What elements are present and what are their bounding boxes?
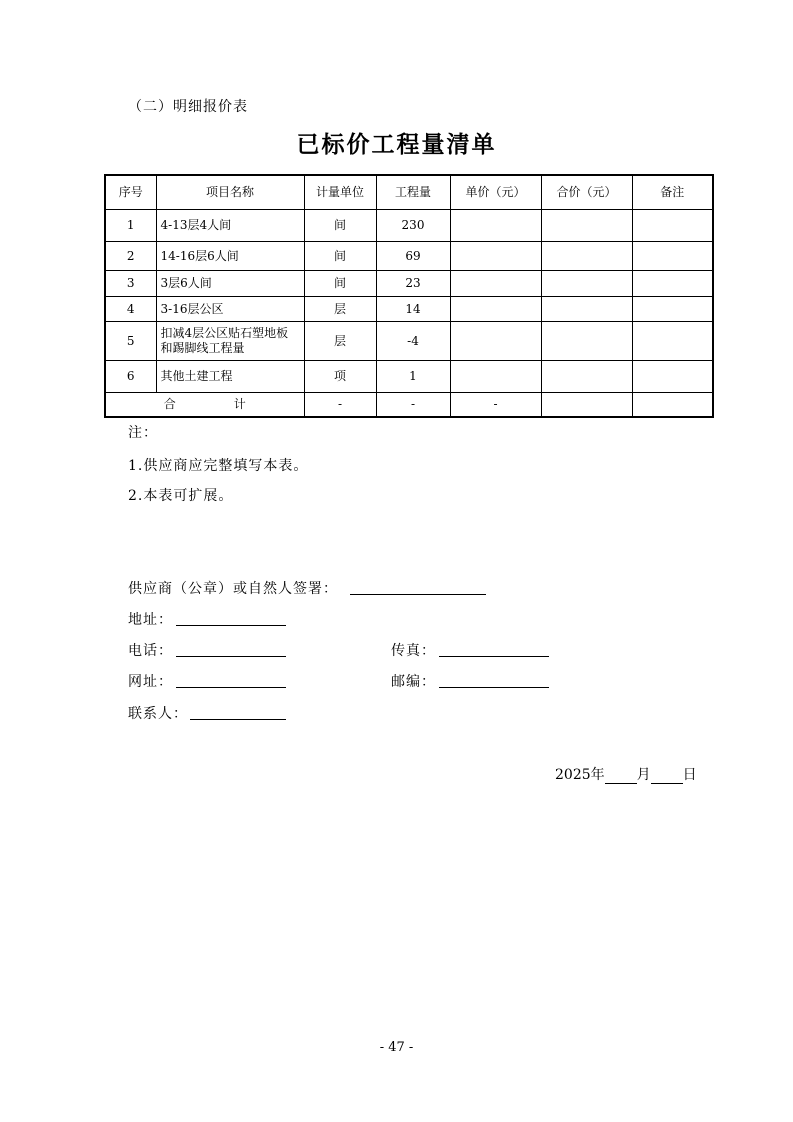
table-row xyxy=(105,297,713,322)
cell-qty: 14 xyxy=(376,297,450,322)
cell-amount[interactable] xyxy=(541,210,632,242)
cell-no: 5 xyxy=(105,322,156,361)
cell-amount[interactable] xyxy=(541,297,632,322)
page-number: - 47 - xyxy=(379,1040,414,1055)
table-row xyxy=(105,361,713,393)
total-price: - xyxy=(450,393,541,418)
cell-no: 6 xyxy=(105,361,156,393)
date-year: 2025年 xyxy=(555,767,605,783)
table-header-row xyxy=(105,175,713,210)
total-remark[interactable] xyxy=(632,393,713,418)
header-cell-remark: 备注 xyxy=(632,175,713,210)
total-label-b: 计 xyxy=(233,397,246,411)
cell-price[interactable] xyxy=(450,210,541,242)
date-month-suffix: 月 xyxy=(636,767,651,783)
date-day-suffix: 日 xyxy=(682,767,697,783)
address-field[interactable] xyxy=(176,625,286,626)
note-item: 2.本表可扩展。 xyxy=(128,488,234,504)
cell-qty: 23 xyxy=(376,271,450,297)
total-qty: - xyxy=(376,393,450,418)
cell-price[interactable] xyxy=(450,361,541,393)
cell-name: 14-16层6人间 xyxy=(156,242,304,271)
cell-no: 2 xyxy=(105,242,156,271)
cell-name: 扣减4层公区贴石塑地板和踢脚线工程量 xyxy=(156,322,304,361)
cell-remark[interactable] xyxy=(632,242,713,271)
cell-name: 3-16层公区 xyxy=(156,297,304,322)
cell-remark[interactable] xyxy=(632,271,713,297)
header-cell-unit: 计量单位 xyxy=(304,175,376,210)
cell-name: 3层6人间 xyxy=(156,271,304,297)
total-row xyxy=(105,393,713,418)
cell-remark[interactable] xyxy=(632,210,713,242)
postcode-field[interactable] xyxy=(439,687,549,688)
table-row xyxy=(105,271,713,297)
cell-name: 其他土建工程 xyxy=(156,361,304,393)
cell-qty: 230 xyxy=(376,210,450,242)
total-amount[interactable] xyxy=(541,393,632,418)
cell-remark[interactable] xyxy=(632,322,713,361)
cell-remark[interactable] xyxy=(632,361,713,393)
cell-qty: -4 xyxy=(376,322,450,361)
cell-price[interactable] xyxy=(450,322,541,361)
website-label: 网址： xyxy=(128,674,173,690)
header-cell-qty: 工程量 xyxy=(376,175,450,210)
cell-price[interactable] xyxy=(450,297,541,322)
cell-amount[interactable] xyxy=(541,322,632,361)
page-title: 已标价工程量清单 xyxy=(296,132,497,158)
total-label-a: 合 xyxy=(163,397,176,411)
total-label xyxy=(105,393,304,418)
fax-field[interactable] xyxy=(439,656,549,657)
cell-unit: 间 xyxy=(304,210,376,242)
table-row xyxy=(105,242,713,271)
supplier-signature-label: 供应商（公章）或自然人签署： xyxy=(128,581,338,597)
cell-unit: 层 xyxy=(304,297,376,322)
cell-no: 1 xyxy=(105,210,156,242)
header-cell-amount: 合价（元） xyxy=(541,175,632,210)
header-cell-no: 序号 xyxy=(105,175,156,210)
table-row xyxy=(105,210,713,242)
supplier-signature-field[interactable] xyxy=(350,594,486,595)
cell-qty: 1 xyxy=(376,361,450,393)
address-label: 地址： xyxy=(128,612,173,628)
fax-label: 传真： xyxy=(391,643,436,659)
website-field[interactable] xyxy=(176,687,286,688)
day-field[interactable] xyxy=(651,769,683,784)
cell-unit: 间 xyxy=(304,271,376,297)
quote-table xyxy=(104,174,714,418)
cell-amount[interactable] xyxy=(541,242,632,271)
cell-unit: 项 xyxy=(304,361,376,393)
header-cell-name: 项目名称 xyxy=(156,175,304,210)
cell-unit: 层 xyxy=(304,322,376,361)
cell-no: 3 xyxy=(105,271,156,297)
cell-qty: 69 xyxy=(376,242,450,271)
cell-amount[interactable] xyxy=(541,271,632,297)
cell-amount[interactable] xyxy=(541,361,632,393)
phone-label: 电话： xyxy=(128,643,173,659)
phone-field[interactable] xyxy=(176,656,286,657)
section-heading: （二）明细报价表 xyxy=(128,99,248,115)
header-cell-price: 单价（元） xyxy=(450,175,541,210)
cell-price[interactable] xyxy=(450,271,541,297)
contact-label: 联系人： xyxy=(128,706,188,722)
cell-no: 4 xyxy=(105,297,156,322)
note-item: 1.供应商应完整填写本表。 xyxy=(128,458,309,474)
table-row xyxy=(105,322,713,361)
contact-field[interactable] xyxy=(190,719,286,720)
cell-price[interactable] xyxy=(450,242,541,271)
postcode-label: 邮编： xyxy=(391,674,436,690)
cell-remark[interactable] xyxy=(632,297,713,322)
cell-unit: 间 xyxy=(304,242,376,271)
notes-heading: 注： xyxy=(128,425,158,441)
date-line xyxy=(555,764,697,784)
total-unit: - xyxy=(304,393,376,418)
cell-name: 4-13层4人间 xyxy=(156,210,304,242)
month-field[interactable] xyxy=(605,769,637,784)
